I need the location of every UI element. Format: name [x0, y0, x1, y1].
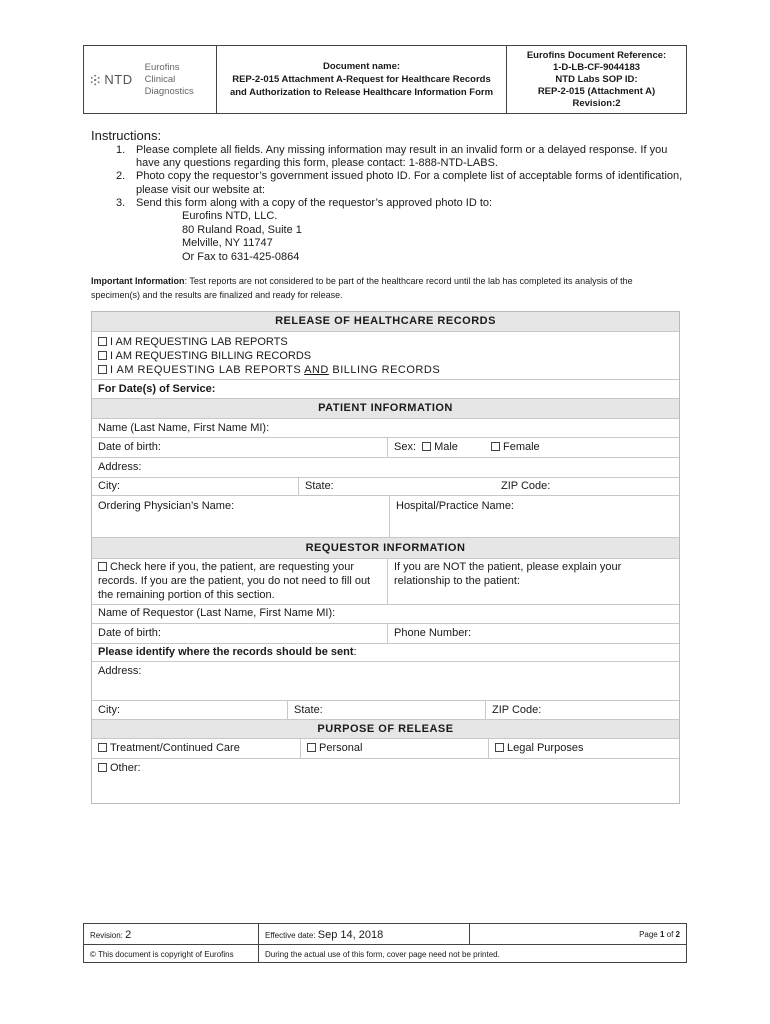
footer-effective-date: Effective date: Sep 14, 2018 — [265, 929, 384, 941]
requestor-state-field[interactable]: State: — [287, 701, 485, 719]
document-reference-block — [507, 46, 686, 113]
requestor-zip-field[interactable]: ZIP Code: — [485, 701, 679, 719]
patient-address-field[interactable]: Address: — [92, 458, 679, 478]
purpose-legal[interactable]: Legal Purposes — [488, 739, 679, 758]
requestor-section-header: REQUESTOR INFORMATION — [92, 538, 679, 559]
dates-of-service-field[interactable]: For Date(s) of Service: — [92, 380, 679, 399]
mailing-address — [96, 210, 686, 264]
purpose-other-field[interactable]: Other: — [92, 759, 679, 804]
relationship-field[interactable]: If you are NOT the patient, please explain your relationship to the patient: — [387, 559, 679, 604]
footer-copyright: © This document is copyright of Eurofins — [90, 950, 234, 959]
records-destination-label: Please identify where the records should be sent: — [92, 644, 679, 662]
option-lab-reports[interactable]: I AM REQUESTING LAB REPORTS — [98, 335, 673, 349]
patient-sex-field: Sex: Male Female — [387, 438, 679, 457]
document-footer — [83, 923, 687, 963]
logo-brand: NTD — [104, 72, 133, 87]
doc-name-label: Document name: — [322, 61, 401, 72]
patient-zip-field[interactable]: ZIP Code: — [501, 480, 551, 492]
important-information — [91, 275, 683, 302]
logo-line2: Clinical Diagnostics — [144, 73, 194, 97]
instructions-list — [96, 144, 686, 264]
footer-page-number: Page 1 of 2 — [639, 930, 680, 939]
release-section-header: RELEASE OF HEALTHCARE RECORDS — [92, 312, 679, 332]
document-header — [83, 45, 687, 114]
snowflake-logo-icon — [90, 73, 100, 87]
ref-label: Eurofins Document Reference: — [526, 49, 667, 61]
purpose-section-header: PURPOSE OF RELEASE — [92, 720, 679, 739]
footer-divider — [258, 924, 259, 962]
lab-reports-checkbox[interactable] — [98, 337, 107, 346]
address-line: 80 Ruland Road, Suite 1 — [182, 223, 302, 236]
option-both[interactable]: I AM REQUESTING LAB REPORTS AND BILLING RECORDS — [98, 363, 673, 377]
sop-label: NTD Labs SOP ID: — [555, 73, 638, 85]
male-checkbox[interactable] — [422, 442, 431, 451]
address-line: Melville, NY 11747 — [182, 237, 273, 250]
footer-divider — [469, 924, 470, 944]
sop-id: REP-2-015 (Attachment A) — [537, 85, 656, 97]
release-options — [92, 332, 679, 380]
document-name-block — [217, 46, 507, 113]
ordering-physician-field[interactable]: Ordering Physician’s Name: — [98, 500, 235, 512]
purpose-personal[interactable]: Personal — [300, 739, 488, 758]
billing-records-checkbox[interactable] — [98, 351, 107, 360]
instruction-item: 1. Please complete all fields. Any missing information may result in an invalid form or a delayed response. If you have any questions regarding this form, please contact: 1-888-NTD-LABS. — [116, 144, 668, 170]
doc-name-line2: and Authorization to Release Healthcare Information Form — [229, 87, 494, 98]
revision-label: Revision:2 — [572, 97, 621, 109]
instructions-title: Instructions: — [91, 128, 162, 143]
treatment-checkbox[interactable] — [98, 743, 107, 752]
logo-line1: Eurofins — [144, 61, 180, 73]
footer-note: During the actual use of this form, cover page need not be printed. — [265, 950, 500, 959]
requestor-phone-field[interactable]: Phone Number: — [387, 624, 679, 643]
patient-city-field[interactable]: City: — [98, 480, 120, 492]
important-label: Important Information — [91, 276, 185, 286]
instruction-item: 2. Photo copy the requestor’s government issued photo ID. For a complete list of acceptable forms of identification, please visit our website at: — [116, 170, 683, 196]
requestor-city-field[interactable]: City: — [98, 704, 120, 716]
both-records-checkbox[interactable] — [98, 365, 107, 374]
footer-divider — [84, 944, 686, 945]
self-request-checkbox[interactable] — [98, 562, 107, 571]
other-checkbox[interactable] — [98, 763, 107, 772]
female-checkbox[interactable] — [491, 442, 500, 451]
important-text: : Test reports are not considered to be part of the healthcare record until the lab has completed its analysis of the specimen(s) and the results are finalized and ready for release. — [91, 276, 633, 300]
footer-revision: Revision: 2 — [90, 929, 132, 941]
fax-line: Or Fax to 631-425-0864 — [182, 250, 300, 263]
doc-name-line1: REP-2-015 Attachment A-Request for Healthcare Records — [232, 74, 491, 85]
patient-self-request[interactable]: Check here if you, the patient, are requesting your records. If you are the patient, you do not need to fill out the remaining portion of this section. — [98, 561, 371, 601]
logo-wordmark — [145, 62, 216, 98]
patient-section-header: PATIENT INFORMATION — [92, 399, 679, 419]
requestor-dob-field[interactable]: Date of birth: — [98, 627, 161, 639]
hospital-practice-field[interactable]: Hospital/Practice Name: — [389, 496, 679, 537]
patient-dob-field[interactable]: Date of birth: — [98, 441, 161, 453]
patient-name-field[interactable]: Name (Last Name, First Name MI): — [92, 419, 679, 438]
requestor-name-field[interactable]: Name of Requestor (Last Name, First Name MI): — [92, 605, 679, 624]
option-billing-records[interactable]: I AM REQUESTING BILLING RECORDS — [98, 349, 673, 363]
legal-checkbox[interactable] — [495, 743, 504, 752]
personal-checkbox[interactable] — [307, 743, 316, 752]
request-form — [91, 311, 680, 804]
purpose-treatment[interactable]: Treatment/Continued Care — [92, 739, 300, 758]
patient-state-field[interactable]: State: — [298, 478, 495, 495]
ref-number: 1-D-LB-CF-9044183 — [552, 61, 641, 73]
requestor-address-field[interactable]: Address: — [92, 662, 679, 701]
company-logo — [84, 46, 217, 113]
address-line: Eurofins NTD, LLC. — [182, 210, 278, 223]
instruction-item: 3. Send this form along with a copy of the requestor’s approved photo ID to: — [116, 196, 493, 209]
